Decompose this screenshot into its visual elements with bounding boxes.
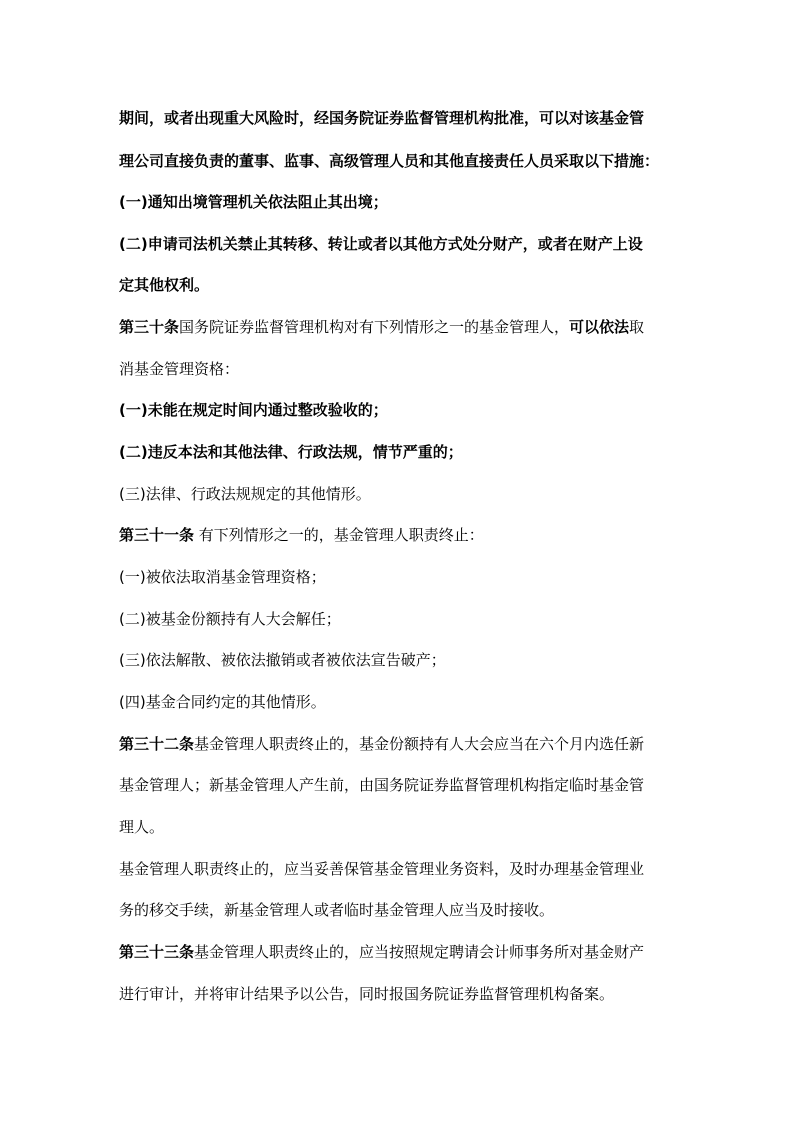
text-line: [119, 650, 689, 670]
article-heading: 第三十一条: [119, 526, 195, 544]
article-33-line: [119, 942, 689, 962]
body-text: 基金管理人职责终止的，应当按照规定聘请会计师事务所对基金财产: [194, 943, 645, 961]
text-line: [119, 108, 689, 128]
body-text: 基金管理人职责终止的，基金份额持有人大会应当在六个月内选任新: [194, 735, 645, 753]
text-line: [119, 859, 689, 879]
body-text: (四)基金合同约定的其他情形。: [119, 693, 326, 711]
text-line: [119, 442, 689, 462]
body-text: (二)被基金份额持有人大会解任；: [119, 610, 341, 628]
body-text: 有下列情形之一的，基金管理人职责终止：: [194, 526, 484, 544]
article-heading: 第三十三条: [119, 943, 195, 961]
bold-text: (一)未能在规定时间内通过整改验收的；: [119, 401, 388, 419]
text-line: [119, 484, 689, 504]
body-text: (一)被依法取消基金管理资格；: [119, 568, 326, 586]
bold-text: (二)违反本法和其他法律、行政法规，情节严重的；: [119, 443, 463, 461]
text-line: [119, 692, 689, 712]
text-line: [119, 900, 689, 920]
article-31-line: [119, 525, 689, 545]
text-line: [119, 817, 689, 837]
article-heading: 第三十条: [119, 318, 180, 336]
body-text: 基金管理人；新基金管理人产生前，由国务院证券监督管理机构指定临时基金管: [119, 776, 645, 794]
article-30-line: [119, 317, 689, 337]
body-text: 进行审计，并将审计结果予以公告，同时报国务院证券监督管理机构备案。: [119, 985, 615, 1003]
bold-text: (二)申请司法机关禁止其转移、转让或者以其他方式处分财产，或者在财产上设: [119, 235, 643, 253]
bold-text: (一)通知出境管理机关依法阻止其出境；: [119, 193, 388, 211]
bold-text: 理公司直接负责的董事、监事、高级管理人员和其他直接责任人员采取以下措施：: [119, 152, 660, 170]
article-heading: 第三十二条: [119, 735, 195, 753]
text-line: [119, 400, 689, 420]
body-text: (三)依法解散、被依法撤销或者被依法宣告破产；: [119, 651, 446, 669]
body-text: (三)法律、行政法规规定的其他情形。: [119, 485, 371, 503]
body-text: 取: [629, 318, 645, 336]
text-line: [119, 984, 689, 1004]
bold-text: 定其他权利。: [119, 276, 210, 294]
text-line: [119, 567, 689, 587]
text-line: [119, 275, 689, 295]
text-line: [119, 151, 689, 171]
bold-text: 期间，或者出现重大风险时，经国务院证券监督管理机构批准，可以对该基金管: [119, 109, 645, 127]
article-32-line: [119, 734, 689, 754]
body-text: 理人。: [119, 818, 165, 836]
body-text: 消基金管理资格：: [119, 360, 240, 378]
body-text: 基金管理人职责终止的，应当妥善保管基金管理业务资料，及时办理基金管理业: [119, 860, 645, 878]
text-line: [119, 234, 689, 254]
body-text: 国务院证券监督管理机构对有下列情形之一的基金管理人，: [179, 318, 570, 336]
text-line: [119, 359, 689, 379]
body-text: 务的移交手续，新基金管理人或者临时基金管理人应当及时接收。: [119, 901, 555, 919]
text-line: [119, 609, 689, 629]
bold-text: 可以依法: [569, 318, 630, 336]
text-line: [119, 775, 689, 795]
text-line: [119, 192, 689, 212]
